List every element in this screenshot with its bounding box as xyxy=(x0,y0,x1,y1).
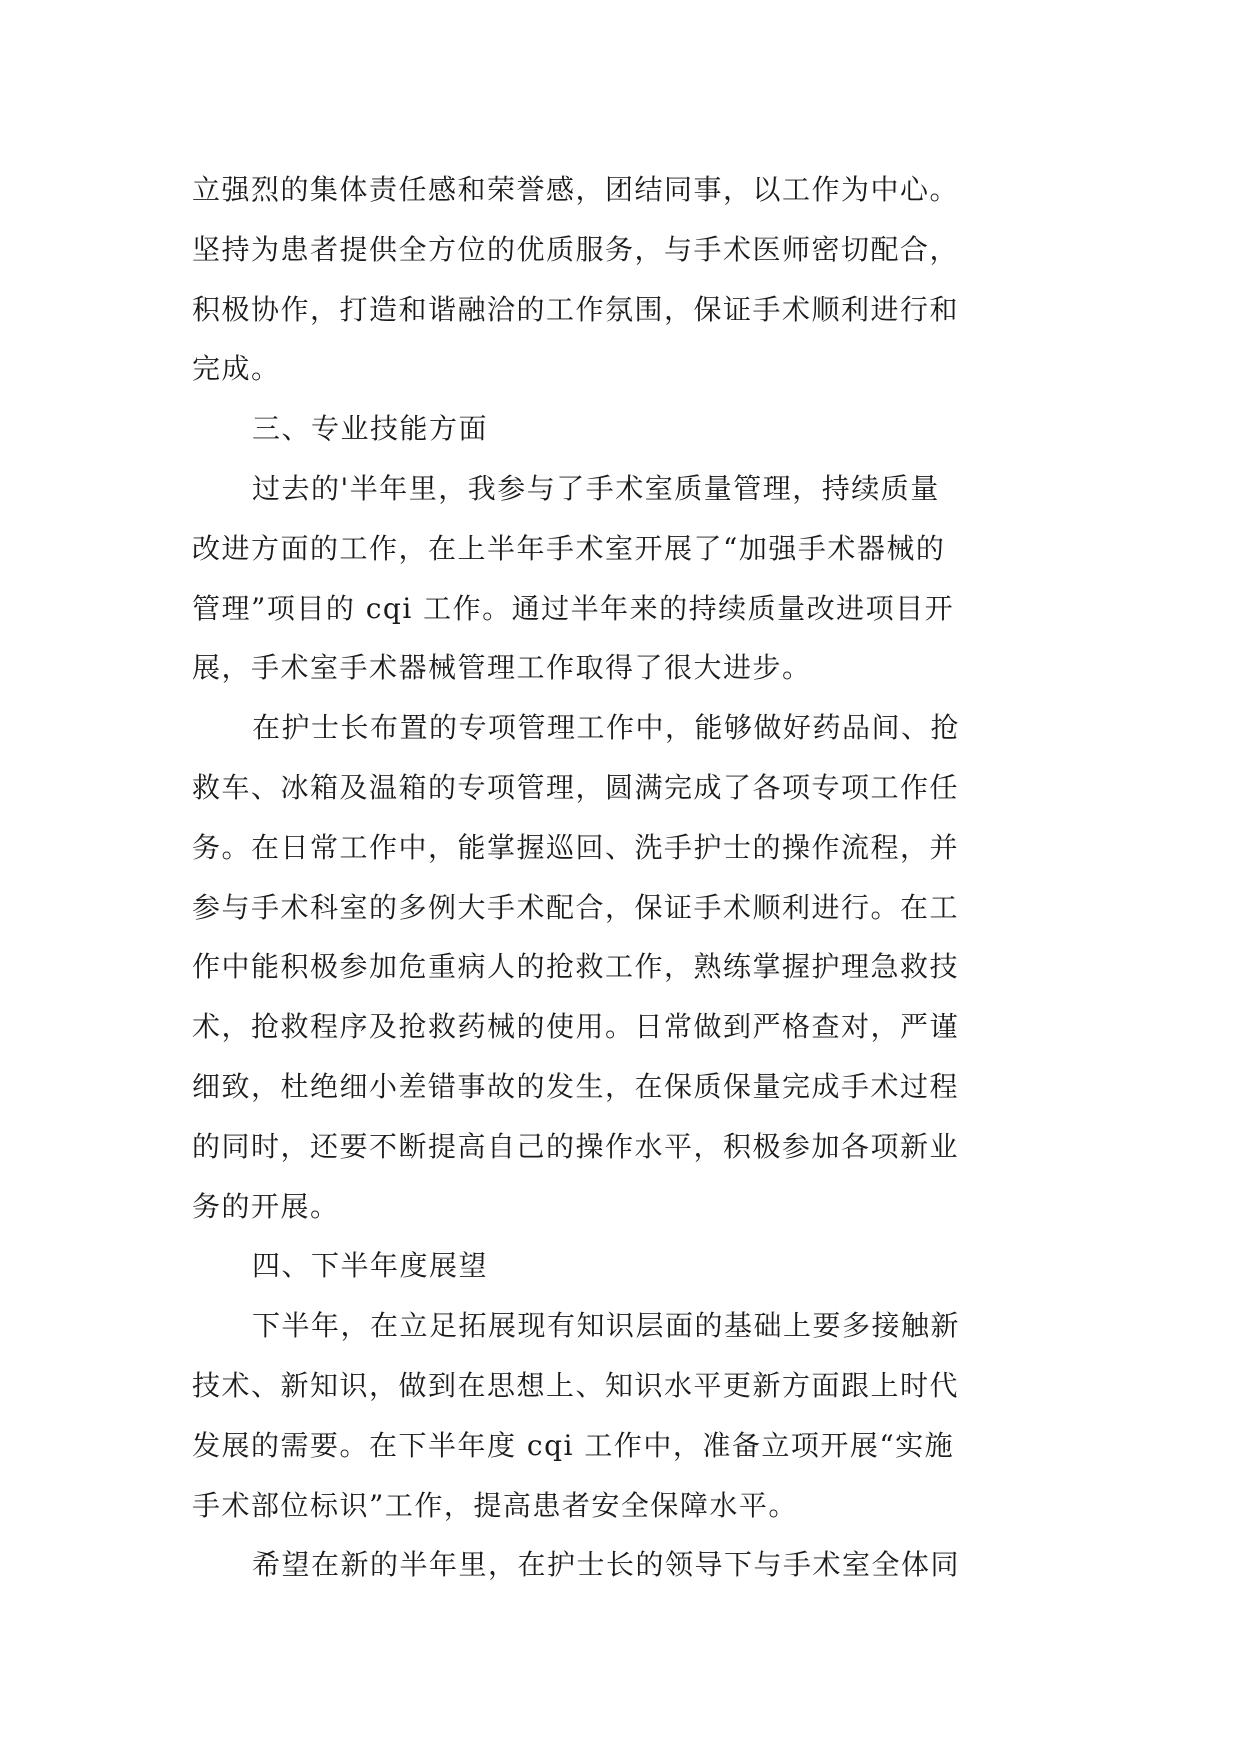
paragraph-line: 细致，杜绝细小差错事故的发生，在保质保量完成手术过程 xyxy=(192,1069,960,1103)
paragraph-line: 完成。 xyxy=(192,352,281,386)
paragraph-line: 立强烈的集体责任感和荣誉感，团结同事，以工作为中心。 xyxy=(192,173,960,206)
paragraph-line: 过去的'半年里，我参与了手术室质量管理，持续质量 xyxy=(252,471,940,505)
paragraph-line: 的同时，还要不断提高自己的操作水平，积极参加各项新业 xyxy=(192,1129,960,1163)
paragraph-line: 展，手术室手术器械管理工作取得了很大进步。 xyxy=(192,651,812,685)
section-heading: 三、专业技能方面 xyxy=(252,412,489,446)
paragraph-line: 积极协作，打造和谐融洽的工作氛围，保证手术顺利进行和 xyxy=(192,292,960,326)
paragraph-line: 技术、新知识，做到在思想上、知识水平更新方面跟上时代 xyxy=(192,1368,960,1402)
paragraph-line: 改进方面的工作，在上半年手术室开展了“加强手术器械的 xyxy=(192,531,946,565)
paragraph-line: 发展的需要。在下半年度 cqi 工作中，准备立项开展“实施 xyxy=(192,1428,955,1462)
paragraph-line: 坚持为患者提供全方位的优质服务，与手术医师密切配合， xyxy=(192,232,960,266)
paragraph-line: 参与手术科室的多例大手术配合，保证手术顺利进行。在工 xyxy=(192,890,960,924)
paragraph-line: 救车、冰箱及温箱的专项管理，圆满完成了各项专项工作任 xyxy=(192,770,960,804)
paragraph-line: 术，抢救程序及抢救药械的使用。日常做到严格查对，严谨 xyxy=(192,1010,960,1044)
paragraph-line: 下半年，在立足拓展现有知识层面的基础上要多接触新 xyxy=(252,1309,961,1343)
paragraph-line: 希望在新的半年里，在护士长的领导下与手术室全体同 xyxy=(252,1548,961,1582)
document-body xyxy=(192,160,1052,1595)
paragraph-line: 管理”项目的 cqi 工作。通过半年来的持续质量改进项目开 xyxy=(192,591,955,625)
paragraph-line: 务的开展。 xyxy=(192,1189,340,1223)
paragraph-line: 手术部位标识”工作，提高患者安全保障水平。 xyxy=(192,1488,798,1522)
paragraph-line: 作中能积极参加危重病人的抢救工作，熟练掌握护理急救技 xyxy=(192,950,960,984)
paragraph-line: 在护士长布置的专项管理工作中，能够做好药品间、抢 xyxy=(252,711,961,745)
section-heading: 四、下半年度展望 xyxy=(252,1249,489,1283)
paragraph-line: 务。在日常工作中，能掌握巡回、洗手护士的操作流程，并 xyxy=(192,830,960,864)
